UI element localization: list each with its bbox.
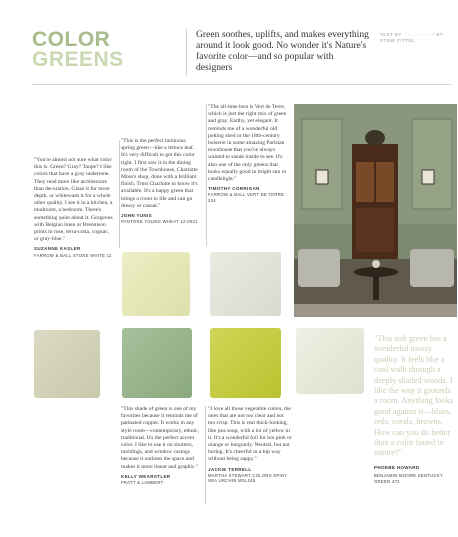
quote-text: "The all-time best is Vert de Terre, which is just the right mix of green and gray. Earthy, yet elegant. It reminds me of a wonderful old potting shed or the 18th-century boiserie in some amazing Parisian townhouse that you've always wanted to sneak inside to see. It's also one of the only greens that looks equally good in bright sun or candlelight." [208, 104, 287, 183]
header-rule [32, 84, 452, 85]
swatch-kentucky-green [296, 328, 364, 394]
quote-text: "This shade of green is one of my favorites because it reminds me of patinated copper. It works in any style room—contemporary, ethnic, traditional. It's the perfect accent color. I like to use it on shutters, moldings, and window casings because it outlines the space and makes it more linear and graphic." [121, 406, 199, 470]
column-rule [205, 406, 206, 504]
quote-text: "I love all those vegetable colors, the ones that are not too clear and not too crisp. This is real thick-looking, like pea soup, with a lot of yellow in it. It's a wonderful foil for hot pink or orange or burgundy. Neutral, but not boring. It's cheerful in a hip way without being sappy." [208, 406, 292, 463]
page-title [32, 30, 124, 70]
quote-kelly-wearstler [121, 406, 199, 486]
intro-divider [186, 29, 187, 76]
quote-timothy-corrigan [208, 104, 290, 204]
paint-source: MARTHA STEWART COLORS SPINY SEA URCHIN MSL245 [208, 472, 288, 484]
room-photo [294, 104, 457, 317]
swatch-pea-soup [210, 328, 281, 398]
designer-name: KELLY WEARSTLER [121, 473, 171, 479]
paint-source: FARROW & BALL STONE WHITE 11 [34, 252, 112, 258]
room-photo-image [294, 104, 457, 317]
quote-jackie-terrell [208, 406, 292, 484]
paint-source: PANTONE YOUNG WHEAT 12-0521 [121, 219, 198, 225]
swatch-vert-de-terre [210, 252, 281, 316]
swatch-patinated-copper [122, 328, 192, 398]
quote-text: "This is the perfect luminous spring green—like a lettuce leaf. It's very difficult to get this color right. I first saw it in the dining room of the Townhouse, Charlotte Moss's shop, done with a brilliant finish. Trust Charlotte to know it's available. It's a happy green that brings a room to life and can go dressy or casual." [121, 138, 198, 209]
feature-quote-phoebe-howard [374, 334, 454, 484]
intro-text: Green soothes, uplifts, and makes everything around it look good. No wonder it's Nature's favorite color—and so popular with designers [196, 29, 369, 73]
quote-john-yunis [121, 138, 201, 225]
designer-name: TIMOTHY CORRIGAN [208, 186, 260, 192]
byline-credit: TEXT BY ··· · ··· · ··· / BY STINE FITTEL [380, 32, 444, 43]
paint-source: FARROW & BALL VERT DE TERRE 234 [208, 192, 285, 204]
quote-text: "You're almost not sure what color this is. Green? Gray? Taupe? I like colors that have a gray undertone. They read more like architecture than decoration. Glaze it for more depth, or whitewash it for a whole other quality. I see it in a kitchen, a mudroom, a bedroom. There's something quiet about it. Gorgeous with Belgian linen or Brennison prints in rose, terra-cotta, cognac, or gray-blue." [34, 157, 113, 243]
swatch-young-wheat [122, 252, 190, 316]
designer-name: JACKIE TERRELL [208, 466, 252, 472]
swatch-stone-white [34, 330, 100, 398]
paint-source: FRATT & LAMBERT [121, 480, 164, 486]
column-rule [206, 104, 207, 246]
designer-name: SUZANNE KASLER [34, 246, 81, 252]
designer-name: JOHN YUNIS [121, 213, 152, 219]
feature-quote-text: "This soft green has a wonderful mossy quality. It feels like a cool walk through a deeply shaded woods. I like the way it grounds a room. Anything looks good against it—blues, reds, corals, browns. How can you do better than a color found in nature?" [374, 334, 454, 458]
title-line-greens: GREENS [32, 48, 124, 71]
paint-source: BENJAMIN MOORE KENTUCKY GREEN 472 [374, 473, 443, 484]
title-line-color: COLOR [32, 28, 111, 51]
column-rule [119, 140, 120, 248]
quote-suzanne-kasler [34, 157, 113, 258]
designer-name: PHOEBE HOWARD [374, 464, 420, 470]
